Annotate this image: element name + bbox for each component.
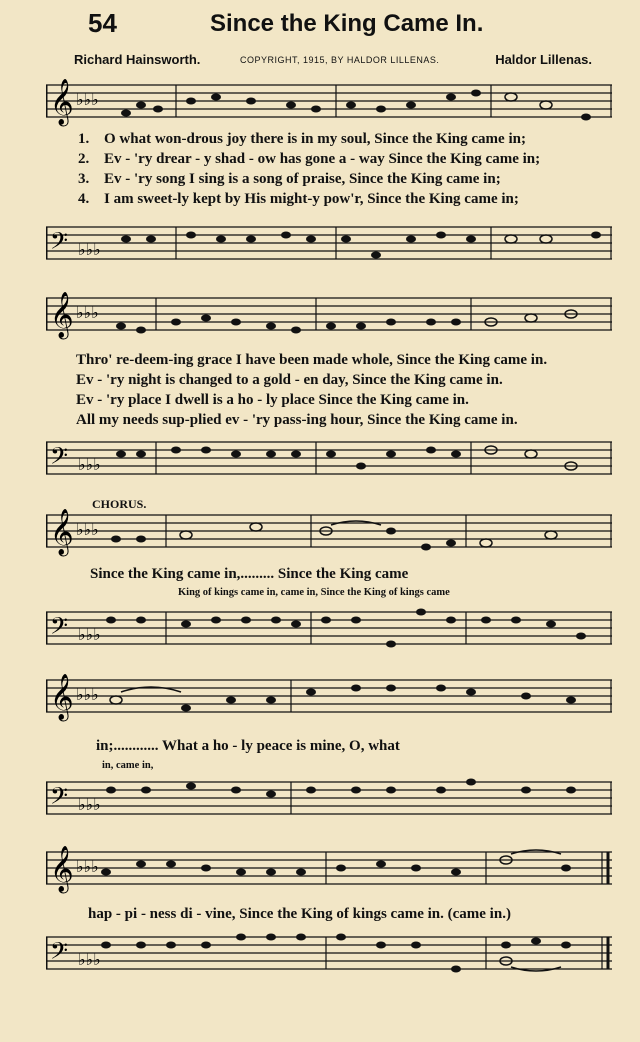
chorus-line-1-bass-echo: King of kings came in, came in, Since the King of kings came	[178, 587, 450, 598]
chorus-label: CHORUS.	[92, 497, 147, 511]
system-5-treble-staff	[46, 842, 612, 902]
staff-lines	[46, 215, 612, 275]
hymn-title: Since the King Came In.	[210, 10, 484, 37]
staff-lines	[46, 670, 612, 730]
verse-4-line-1: 4. I am sweet-ly kept by His might-y pow'r, Since the King came in;	[78, 191, 519, 207]
hymn-number: 54	[88, 8, 117, 38]
verse-2-line-1: 2. Ev - 'ry drear - y shad - ow has gone a - way Since the King came in;	[78, 151, 541, 167]
verse-2-line-2: Ev - 'ry night is changed to a gold - en day, Since the King came in.	[76, 372, 503, 388]
svg-text:♭♭♭: ♭♭♭	[78, 455, 101, 474]
svg-text:♭♭♭: ♭♭♭	[78, 240, 101, 259]
svg-text:♭♭♭: ♭♭♭	[76, 303, 99, 322]
chorus-line-3: hap - pi - ness di - vine, Since the King of kings came in. (came in.)	[88, 906, 511, 922]
system-2-treble-staff	[46, 288, 612, 348]
verse-1-line-2: Thro' re-deem-ing grace I have been made whole, Since the King came in.	[76, 352, 548, 368]
system-1-bass-staff	[46, 215, 612, 275]
staff-lines	[46, 430, 612, 490]
svg-text:♭♭♭: ♭♭♭	[76, 685, 99, 704]
staff-lines	[46, 600, 612, 660]
treble-clef-icon: 𝄞	[50, 846, 74, 892]
verse-1-line-1: 1. O what won-drous joy there is in my soul, Since the King came in;	[78, 131, 526, 147]
chorus-line-2: in;............ What a ho - ly peace is mine, O, what	[96, 738, 400, 754]
chorus-line-2-bass-echo: in, came in,	[102, 760, 154, 771]
treble-clef-icon: 𝄞	[50, 509, 74, 555]
svg-text:♭♭♭: ♭♭♭	[76, 90, 99, 109]
bass-clef-icon: 𝄢	[50, 937, 69, 970]
bass-clef-icon: 𝄢	[50, 612, 69, 645]
staff-lines	[46, 842, 612, 902]
treble-clef-icon: 𝄞	[50, 292, 74, 338]
staff-lines	[46, 288, 612, 348]
treble-clef-icon: 𝄞	[50, 79, 74, 125]
svg-text:♭♭♭: ♭♭♭	[76, 520, 99, 539]
copyright-notice: COPYRIGHT, 1915, BY HALDOR LILLENAS.	[240, 55, 440, 65]
bass-clef-icon: 𝄢	[50, 442, 69, 475]
treble-clef-icon: 𝄞	[50, 674, 74, 720]
verse-3-line-1: 3. Ev - 'ry song I sing is a song of praise, Since the King came in;	[78, 171, 501, 187]
staff-lines	[46, 75, 612, 135]
verse-3-line-2: Ev - 'ry place I dwell is a ho - ly place Since the King came in.	[76, 392, 469, 408]
system-3-treble-staff	[46, 505, 612, 565]
svg-text:♭♭♭: ♭♭♭	[78, 950, 101, 969]
staff-lines	[46, 770, 612, 830]
bass-clef-icon: 𝄢	[50, 782, 69, 815]
verse-4-line-2: All my needs sup-plied ev - 'ry pass-ing hour, Since the King came in.	[76, 412, 518, 428]
author-credit: Richard Hainsworth.	[74, 52, 201, 67]
staff-lines	[46, 505, 612, 565]
system-1-treble-staff	[46, 75, 612, 135]
svg-text:♭♭♭: ♭♭♭	[76, 857, 99, 876]
system-2-bass-staff	[46, 430, 612, 490]
chorus-line-1: Since the King came in,......... Since the King came	[90, 566, 409, 582]
svg-text:♭♭♭: ♭♭♭	[78, 795, 101, 814]
system-3-bass-staff	[46, 600, 612, 660]
system-4-bass-staff	[46, 770, 612, 830]
svg-text:♭♭♭: ♭♭♭	[78, 625, 101, 644]
staff-lines	[46, 925, 612, 985]
system-4-treble-staff	[46, 670, 612, 730]
composer-credit: Haldor Lillenas.	[495, 52, 592, 67]
bass-clef-icon: 𝄢	[50, 227, 69, 260]
system-5-bass-staff	[46, 925, 612, 985]
